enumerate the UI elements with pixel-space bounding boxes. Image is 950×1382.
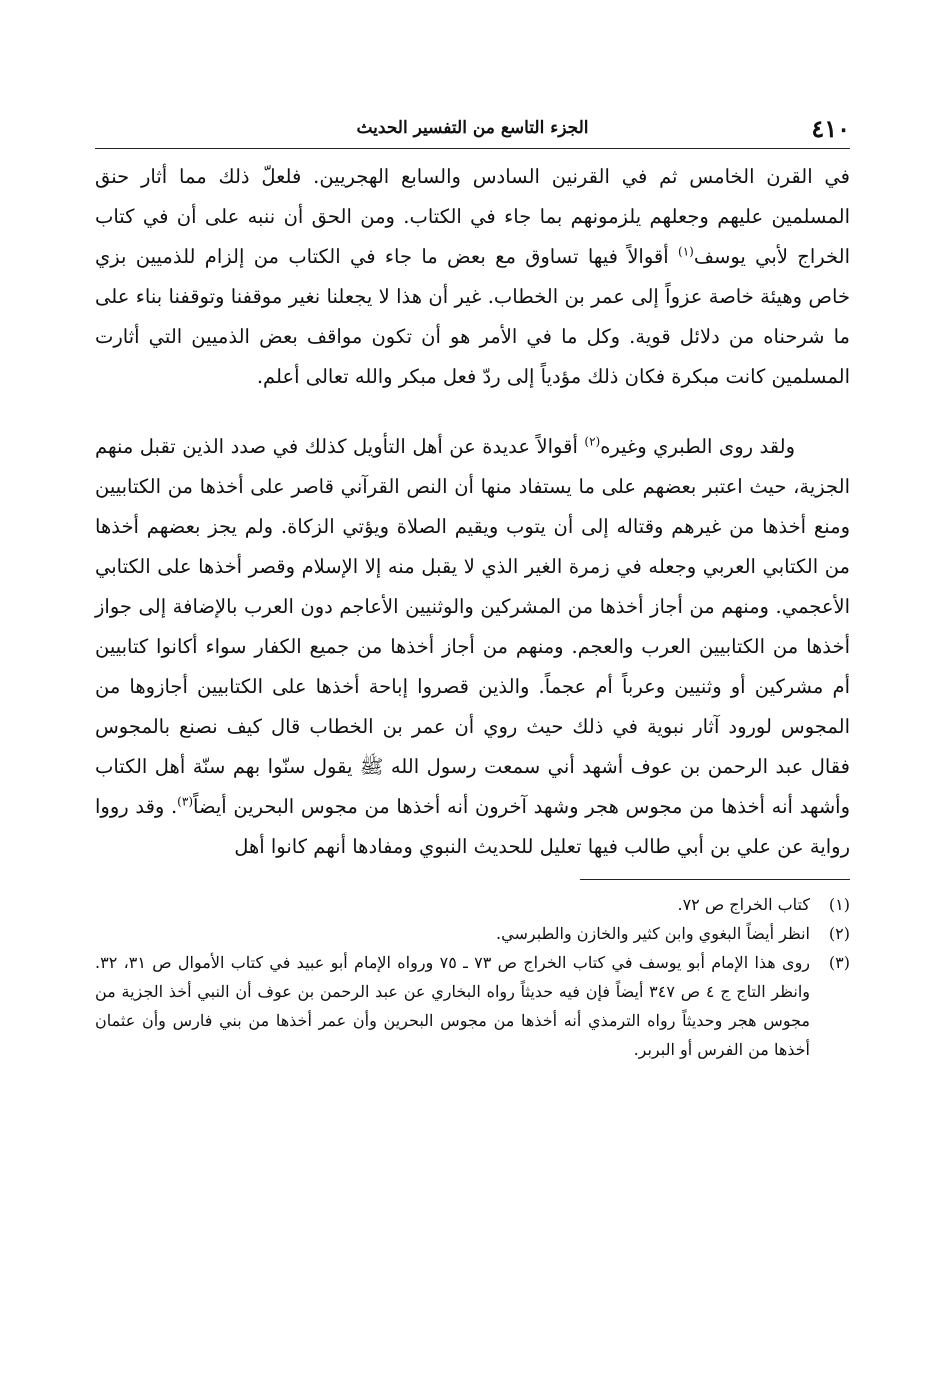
paragraph-text: أقوالاً فيها تساوق مع بعض ما جاء في الكتاب من إلزام للذميين بزي خاص وهيئة خاصة عزواً إلى عمر بن الخطاب. غير أن هذا لا يجعلنا نغير موقفنا وتوقفنا بناء على ما شرحناه من دلائل قوية. وكل ما في الأمر هو أن تكون مواقف بعض الذميين التي أثارت المسلمين كانت مبكرة فكان ذلك مؤدياً إلى ردّ فعل مبكر والله تعالى أعلم. <box>95 245 850 388</box>
footnote <box>95 890 850 919</box>
footnote-mark: (١) <box>828 895 850 914</box>
footnote-text: روى هذا الإمام أبو يوسف في كتاب الخراج ص ٧٣ ـ ٧٥ ورواه الإمام أبو عبيد في كتاب الأموال ص ٣١، ٣٢. وانظر التاج ج ٤ ص ٣٤٧ أيضاً فإن فيه حديثاً رواه البخاري عن عبد الرحمن بن عوف أن النبي أخذ الجزية من مجوس هجر وحديثاً رواه الترمذي أنه أخذها من مجوس البحرين وأن عمر أخذها من بني فارس وأن عثمان أخذها من الفرس أو البربر. <box>95 953 811 1059</box>
footnote-text: كتاب الخراج ص ٧٢. <box>677 895 810 914</box>
page-header <box>95 108 850 149</box>
footnote-text: انظر أيضاً البغوي وابن كثير والخازن والطبرسي. <box>496 924 810 943</box>
book-page <box>95 108 850 1288</box>
footnote-reference: (١) <box>678 244 694 259</box>
paragraph-text: ولقد روى الطبري وغيره <box>600 435 795 458</box>
footnote-mark: (٢) <box>828 924 850 943</box>
body-text <box>95 157 850 867</box>
paragraph-text: في القرن الخامس ثم في القرنين السادس والسابع الهجريين. فلعلّ ذلك مما أثار حنق المسلمين عليهم وجعلهم يلزمونهم بما جاء في الكتاب. ومن الحق أن ننبه على أن في كتاب الخراج لأبي يوسف <box>95 165 851 268</box>
footnote <box>95 948 850 1064</box>
footnote-divider <box>580 879 850 880</box>
footnote-reference: (٣) <box>177 794 193 809</box>
footnote-reference: (٢) <box>584 434 601 449</box>
paragraph-text: أقوالاً عديدة عن أهل التأويل كذلك في صدد الذين تقبل منهم الجزية، حيث اعتبر بعضهم على ما يستفاد منها أن النص القرآني قاصر على أخذها من الكتابيين ومنع أخذها من غيرهم وقتاله إلى أن يتوب ويقيم الصلاة ويؤتي الزكاة. ولم يجز بعضهم أخذها من الكتابي العربي وجعله في زمرة الغير الذي لا يقبل منه إلا الإسلام وقصر أخذها على الكتابي الأعجمي. ومنهم من أجاز أخذها من المشركين والوثنيين الأعاجم دون العرب بالإضافة إلى جواز أخذها من الكتابيين العرب والعجم. ومنهم من أجاز أخذها من جميع الكفار سواء أكانوا كتابيين أم مشركين أو وثنيين وعرباً أم عجماً. والذين قصروا إباحة أخذها على الكتابيين أجازوها من المجوس لورود آثار نبوية في ذلك حيث روي أن عمر بن الخطاب قال كيف نصنع بالمجوس فقال عبد الرحمن بن عوف أشهد أني سمعت رسول الله ﷺ يقول سنّوا بهم سنّة أهل الكتاب وأشهد أنه أخذها من مجوس هجر وشهد آخرون أنه أخذها من مجوس البحرين أيضاً <box>95 435 850 818</box>
footnotes <box>95 890 850 1064</box>
page-number: ٤١٠ <box>811 114 850 143</box>
paragraph <box>95 157 850 397</box>
paragraph-text: . وقد رووا رواية عن علي بن أبي طالب فيها تعليل للحديث النبوي ومفادها أنهم كانوا أهل <box>95 795 850 858</box>
running-title: الجزء التاسع من التفسير الحديث <box>356 118 589 138</box>
footnote <box>95 919 850 948</box>
footnote-mark: (٣) <box>828 953 850 972</box>
paragraph <box>95 427 850 867</box>
